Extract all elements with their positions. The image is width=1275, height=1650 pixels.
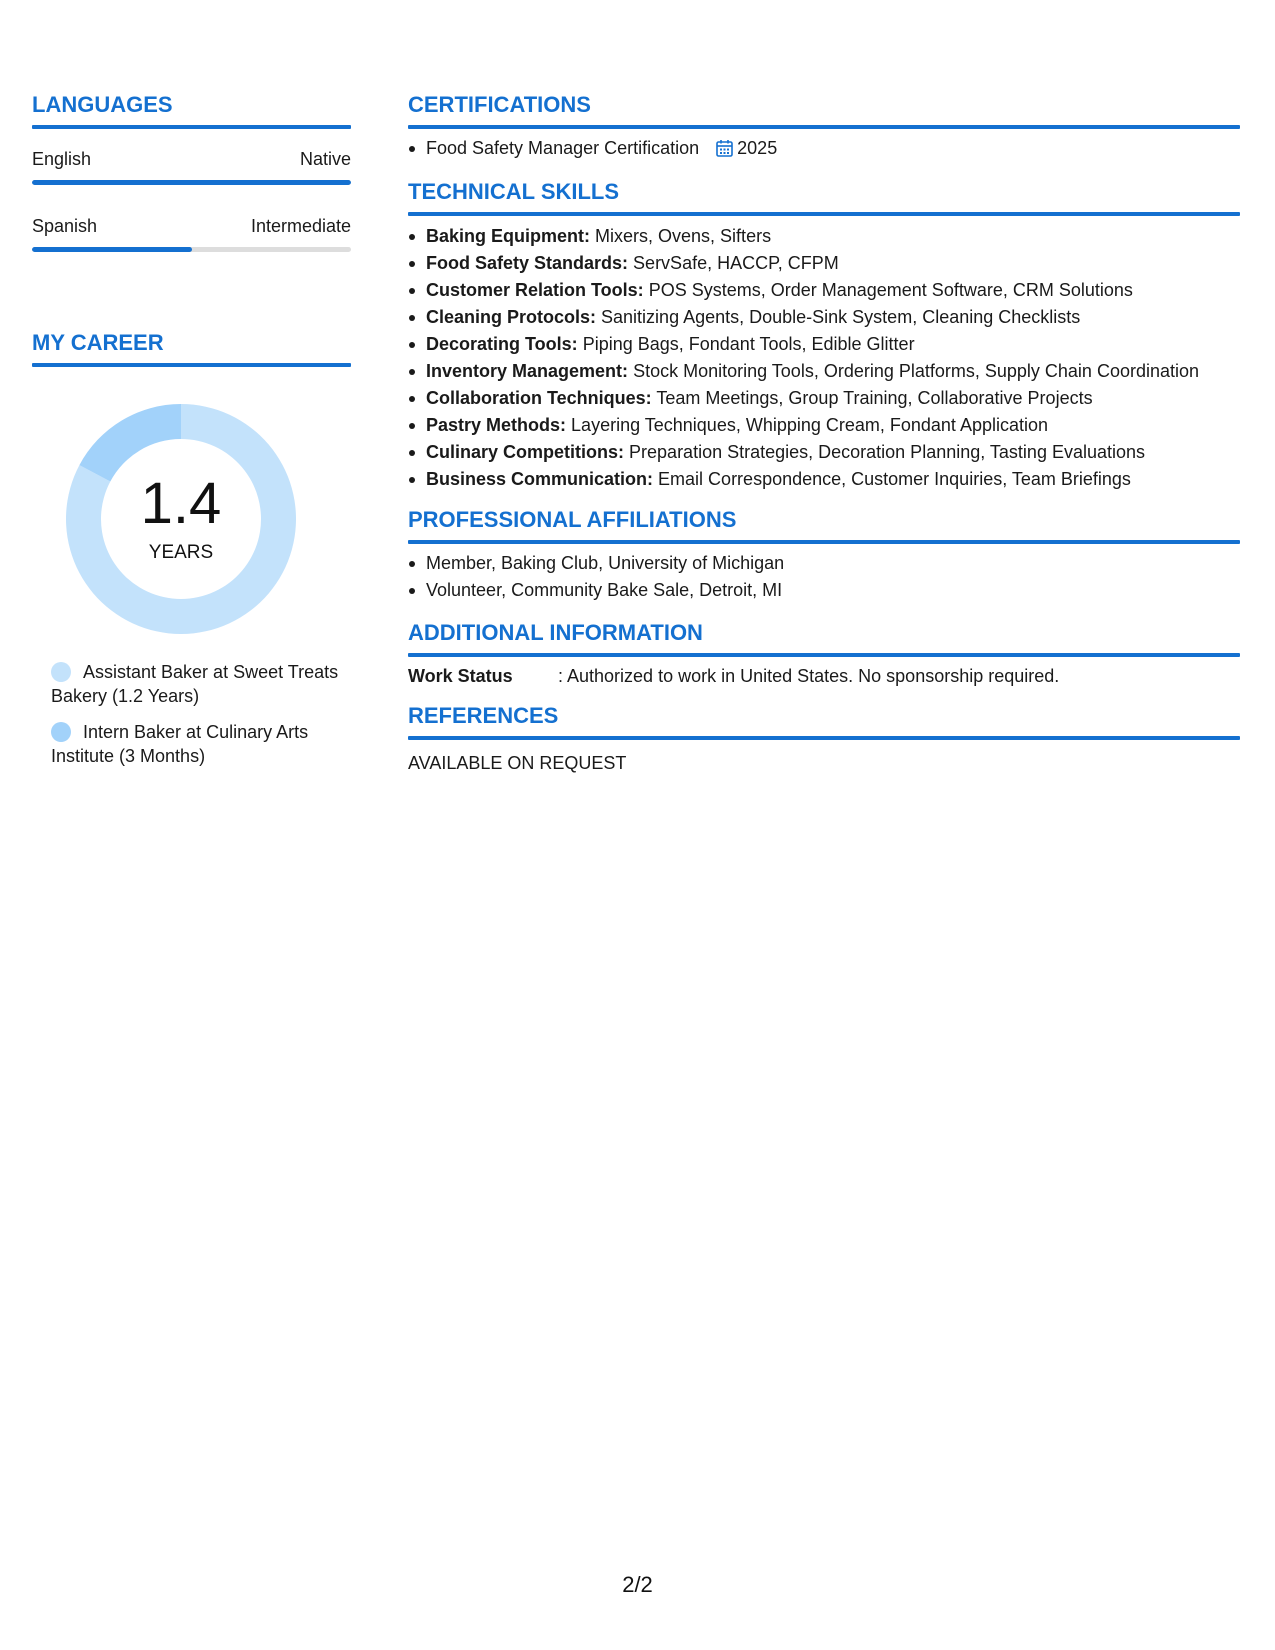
skill-item	[408, 385, 1240, 412]
skill-item	[408, 277, 1240, 304]
language-name: Spanish	[32, 216, 98, 236]
languages-title: LANGUAGES	[32, 92, 173, 117]
skill-category: Cleaning Protocols:	[426, 307, 597, 327]
skill-values: ServSafe, HACCP, CFPM	[633, 253, 839, 273]
work-status-label: Work Status	[408, 666, 513, 686]
skill-item	[408, 412, 1240, 439]
skill-values: Team Meetings, Group Training, Collaborative Projects	[656, 388, 1093, 408]
skill-item	[408, 250, 1240, 277]
legend-dot	[51, 662, 71, 682]
technical-skills-section	[408, 179, 1240, 493]
skill-item	[408, 304, 1240, 331]
left-column	[32, 92, 351, 768]
skill-values: Stock Monitoring Tools, Ordering Platforms, Supply Chain Coordination	[633, 361, 1200, 381]
certification-item	[408, 135, 1240, 165]
legend-item	[32, 720, 351, 768]
work-status-value: : Authorized to work in United States. No sponsorship required.	[558, 666, 1060, 686]
section-divider	[408, 653, 1240, 657]
donut-slice	[79, 404, 181, 482]
skill-values: Email Correspondence, Customer Inquiries, Team Briefings	[658, 469, 1131, 489]
skill-category: Food Safety Standards:	[426, 253, 629, 273]
legend-dot	[51, 722, 71, 742]
section-divider	[408, 212, 1240, 216]
proficiency-fill	[32, 180, 351, 185]
affiliations-title: PROFESSIONAL AFFILIATIONS	[408, 507, 737, 532]
skill-item	[408, 223, 1240, 250]
career-total-unit: YEARS	[148, 542, 214, 563]
skill-category: Culinary Competitions:	[426, 442, 625, 462]
skill-values: Layering Techniques, Whipping Cream, Fondant Application	[571, 415, 1049, 435]
skill-category: Inventory Management:	[426, 361, 629, 381]
certification-name: Food Safety Manager Certification	[426, 138, 700, 158]
skill-item	[408, 466, 1240, 493]
skill-item	[408, 331, 1240, 358]
references-section	[408, 703, 1240, 774]
career-total-value: 1.4	[140, 471, 222, 536]
skill-values: POS Systems, Order Management Software, CRM Solutions	[648, 280, 1133, 300]
skill-category: Decorating Tools:	[426, 334, 578, 354]
certification-year: 2025	[737, 138, 778, 158]
language-level: Intermediate	[250, 216, 351, 236]
proficiency-fill	[32, 247, 192, 252]
skill-item	[408, 439, 1240, 466]
skill-category: Pastry Methods:	[426, 415, 567, 435]
technical-skills-title: TECHNICAL SKILLS	[408, 179, 620, 204]
skill-category: Baking Equipment:	[426, 226, 591, 246]
certifications-section	[408, 92, 1240, 165]
affiliations-section	[408, 507, 1240, 604]
skill-values: Mixers, Ovens, Sifters	[595, 226, 772, 246]
references-title: REFERENCES	[408, 703, 559, 728]
legend-label: Assistant Baker at Sweet Treats Bakery (1.2 Years)	[51, 662, 339, 706]
skill-values: Sanitizing Agents, Double-Sink System, Cleaning Checklists	[601, 307, 1081, 327]
career-donut-chart	[66, 404, 296, 634]
skill-values: Piping Bags, Fondant Tools, Edible Glitter	[582, 334, 915, 354]
language-name: English	[32, 149, 92, 169]
affiliation-item: Volunteer, Community Bake Sale, Detroit, MI	[408, 577, 1240, 604]
page-number: 2/2	[622, 1572, 653, 1597]
affiliation-item: Member, Baking Club, University of Michigan	[408, 550, 1240, 577]
skill-category: Business Communication:	[426, 469, 654, 489]
career-section	[32, 330, 351, 768]
right-column	[408, 92, 1240, 774]
calendar-icon	[716, 138, 733, 165]
legend-item	[32, 660, 351, 708]
proficiency-bar	[32, 247, 351, 252]
additional-info-title: ADDITIONAL INFORMATION	[408, 620, 703, 645]
language-level: Native	[299, 149, 351, 169]
section-divider	[408, 736, 1240, 740]
skill-values: Preparation Strategies, Decoration Planning, Tasting Evaluations	[629, 442, 1146, 462]
skill-category: Collaboration Techniques:	[426, 388, 652, 408]
language-item-spanish	[32, 215, 351, 252]
section-divider	[32, 363, 351, 367]
work-status-row	[408, 665, 1240, 687]
section-divider	[32, 125, 351, 129]
legend-label: Intern Baker at Culinary Arts Institute (3 Months)	[51, 722, 309, 766]
references-text: AVAILABLE ON REQUEST	[408, 753, 627, 773]
career-title: MY CAREER	[32, 330, 164, 355]
skill-category: Customer Relation Tools:	[426, 280, 644, 300]
section-divider	[408, 540, 1240, 544]
additional-info-section	[408, 620, 1240, 687]
language-item-english	[32, 148, 351, 185]
languages-section	[32, 92, 351, 252]
proficiency-bar	[32, 180, 351, 185]
career-legend	[32, 660, 351, 768]
section-divider	[408, 125, 1240, 129]
skill-item	[408, 358, 1240, 385]
certifications-title: CERTIFICATIONS	[408, 92, 591, 117]
